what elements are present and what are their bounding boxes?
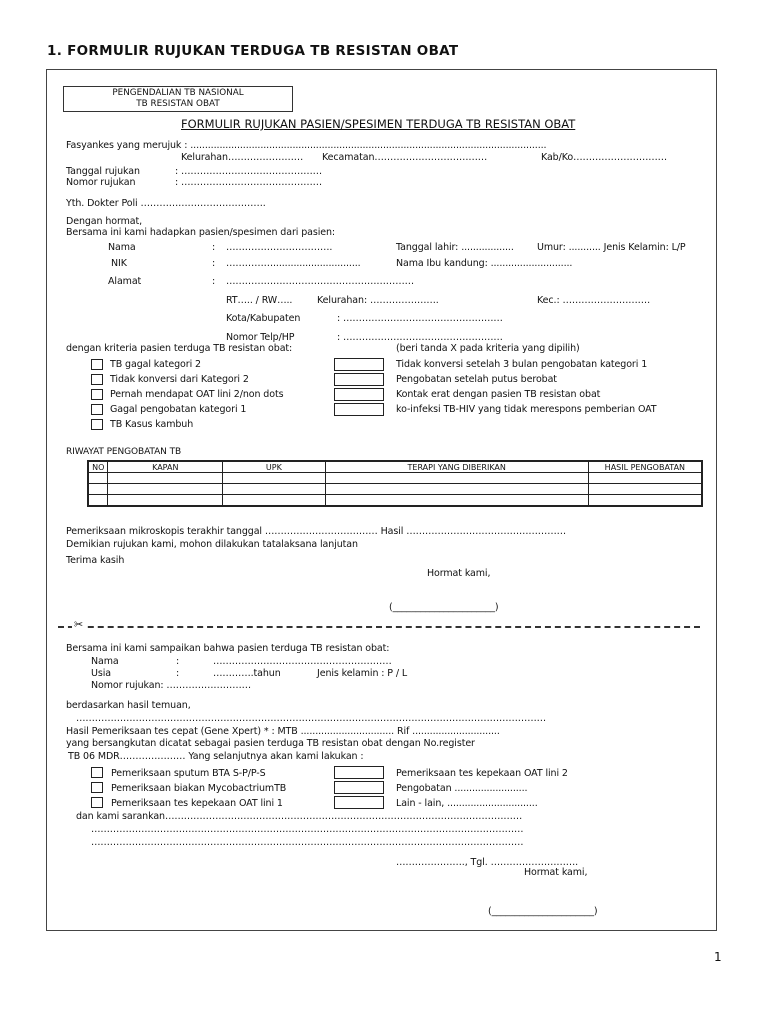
colon: : <box>176 656 180 667</box>
checkbox-tidak-konversi-kat2[interactable] <box>91 374 103 385</box>
dotted-line: …………………………………………………………………………………………………………………………………… <box>76 713 547 724</box>
criteria-label: TB gagal kategori 2 <box>110 359 201 370</box>
criteria-intro: dengan kriteria pasien terduga TB resistan obat: <box>66 343 293 354</box>
action-label: Pengobatan ......................... <box>396 783 528 794</box>
table-cell[interactable] <box>588 495 702 507</box>
colon: : <box>212 258 216 269</box>
criteria-label: Pernah mendapat OAT lini 2/non dots <box>110 389 284 400</box>
col-header: KAPAN <box>108 461 223 473</box>
table-cell[interactable] <box>325 473 588 484</box>
tanggal-lahir-field: Tanggal lahir: .................. <box>396 242 514 253</box>
page-number: 1 <box>714 950 722 964</box>
saran-field: dan kami sarankan…………………………………………………………………………………………………… <box>76 811 523 822</box>
checkbox-tb-hiv[interactable] <box>334 403 384 416</box>
table-cell[interactable] <box>223 473 326 484</box>
nama-label: Nama <box>108 242 136 253</box>
kabko-field: Kab/Ko………………………… <box>541 152 668 163</box>
dotted-line: ………………………………………………………………………………………………………………………… <box>91 837 524 848</box>
col-header: TERAPI YANG DIBERIKAN <box>325 461 588 473</box>
checkbox-tidak-konversi-3bln[interactable] <box>334 358 384 371</box>
table-cell[interactable] <box>88 495 108 507</box>
col-header: HASIL PENGOBATAN <box>588 461 702 473</box>
table-cell[interactable] <box>223 484 326 495</box>
reply-hormat-kami: Hormat kami, <box>524 867 588 878</box>
checkbox-putus-berobat[interactable] <box>334 373 384 386</box>
checkbox-kasus-kambuh[interactable] <box>91 419 103 430</box>
alamat-value: …………………………………………………… <box>226 276 415 287</box>
nik-label: NIK <box>111 258 127 269</box>
col-header: NO <box>88 461 108 473</box>
history-table <box>87 460 703 507</box>
terima-kasih-text: Terima kasih <box>66 555 125 566</box>
checkbox-lain-lain[interactable] <box>334 796 384 809</box>
nama-value: ……………………………. <box>226 242 333 253</box>
checkbox-gagal-kategori-1[interactable] <box>91 404 103 415</box>
salam-text: Dengan hormat, <box>66 216 143 227</box>
telp-value: : …………………………………………… <box>337 332 503 343</box>
alamat-label: Alamat <box>108 276 142 287</box>
table-header-row <box>88 461 702 473</box>
checkbox-sputum-bta[interactable] <box>91 767 103 778</box>
reply-usia-value: ………….tahun <box>213 668 281 679</box>
colon: : <box>212 242 216 253</box>
document-heading: 1. FORMULIR RUJUKAN TERDUGA TB RESISTAN OBAT <box>47 43 459 59</box>
ibu-kandung-field: Nama Ibu kandung: ............................ <box>396 258 573 269</box>
action-label: Pemeriksaan tes kepekaan OAT lini 2 <box>396 768 568 779</box>
reply-nama-value: ………………………………………………… <box>213 656 392 667</box>
criteria-label: Tidak konversi setelah 3 bulan pengobatan kategori 1 <box>396 359 648 370</box>
dokter-field: Yth. Dokter Poli …………………………………. <box>66 198 266 209</box>
reply-nomor-rujukan: Nomor rujukan: ……………………… <box>91 680 251 691</box>
hormat-kami-text: Hormat kami, <box>427 568 491 579</box>
kota-label: Kota/Kabupaten <box>226 313 301 324</box>
tanggal-rujukan-value: : ……………………………………… <box>175 166 323 177</box>
criteria-label: Tidak konversi dari Kategori 2 <box>110 374 249 385</box>
checkbox-pengobatan[interactable] <box>334 781 384 794</box>
criteria-label: Pengobatan setelah putus berobat <box>396 374 557 385</box>
checkbox-kepekaan-lini-2[interactable] <box>334 766 384 779</box>
criteria-note: (beri tanda X pada kriteria yang dipilih) <box>396 343 580 354</box>
cut-line <box>58 626 700 628</box>
colon: : <box>176 668 180 679</box>
table-cell[interactable] <box>325 495 588 507</box>
checkbox-kepekaan-lini-1[interactable] <box>91 797 103 808</box>
reply-jenis-kelamin: Jenis kelamin : P / L <box>317 668 408 679</box>
table-cell[interactable] <box>325 484 588 495</box>
tanggal-field: …………………., Tgl. ………………………. <box>396 857 579 868</box>
table-cell[interactable] <box>108 495 223 507</box>
table-row <box>88 495 702 507</box>
tb06-field: TB 06 MDR………………… Yang selanjutnya akan kami lakukan : <box>68 751 364 762</box>
genexpert-field: Hasil Pemeriksaan tes cepat (Gene Xpert) * : MTB ................................ Rif .............................. <box>66 726 500 737</box>
kecamatan-field: Kecamatan……………………………… <box>322 152 488 163</box>
checkbox-kontak-erat[interactable] <box>334 388 384 401</box>
table-cell[interactable] <box>223 495 326 507</box>
mikroskopis-field: Pemeriksaan mikroskopis terakhir tanggal ……………………………… Hasil …………………………………………… <box>66 526 567 537</box>
action-label: Pemeriksaan tes kepekaan OAT lini 1 <box>111 798 283 809</box>
tanggal-rujukan-label: Tanggal rujukan <box>66 166 140 177</box>
kelurahan-field: Kelurahan…………………… <box>181 152 304 163</box>
reply-signature-line: (______________________) <box>488 906 598 917</box>
scissors-icon: ✂ <box>74 618 84 631</box>
register-text: yang bersangkutan dicatat sebagai pasien terduga TB resistan obat dengan No.register <box>66 738 475 749</box>
telp-label: Nomor Telp/HP <box>226 332 295 343</box>
table-cell[interactable] <box>88 484 108 495</box>
demikian-text: Demikian rujukan kami, mohon dilakukan tatalaksana lanjutan <box>66 539 358 550</box>
action-label: Pemeriksaan biakan MycobactriumTB <box>111 783 287 794</box>
kota-value: : …………………………………………… <box>337 313 503 324</box>
criteria-label: ko-infeksi TB-HIV yang tidak merespons pemberian OAT <box>396 404 657 415</box>
action-label: Lain - lain, ............................... <box>396 798 538 809</box>
org-line-2: TB RESISTAN OBAT <box>136 99 220 109</box>
nomor-rujukan-label: Nomor rujukan <box>66 177 136 188</box>
checkbox-biakan[interactable] <box>91 782 103 793</box>
rt-rw-field: RT….. / RW….. <box>226 295 293 306</box>
col-header: UPK <box>223 461 326 473</box>
table-cell[interactable] <box>108 473 223 484</box>
checkbox-gagal-kategori-2[interactable] <box>91 359 103 370</box>
criteria-label: Kontak erat dengan pasien TB resistan obat <box>396 389 601 400</box>
faskes-field: Fasyankes yang merujuk : .......................................................................................................................... <box>66 140 547 151</box>
nomor-rujukan-value: : ……………………………………… <box>175 177 323 188</box>
dotted-line: ………………………………………………………………………………………………………………………… <box>91 824 524 835</box>
berdasarkan-text: berdasarkan hasil temuan, <box>66 700 191 711</box>
action-label: Pemeriksaan sputum BTA S-P/P-S <box>111 768 266 779</box>
checkbox-oat-lini-2[interactable] <box>91 389 103 400</box>
reply-nama-label: Nama <box>91 656 119 667</box>
colon: : <box>212 276 216 287</box>
criteria-label: TB Kasus kambuh <box>110 419 194 430</box>
criteria-label: Gagal pengobatan kategori 1 <box>110 404 247 415</box>
table-cell[interactable] <box>108 484 223 495</box>
umur-jk-field: Umur: ........... Jenis Kelamin: L/P <box>537 242 686 253</box>
kec-field: Kec.: ………………………. <box>537 295 650 306</box>
history-title: RIWAYAT PENGOBATAN TB <box>66 447 182 457</box>
reply-intro: Bersama ini kami sampaikan bahwa pasien terduga TB resistan obat: <box>66 643 390 654</box>
intro-text: Bersama ini kami hadapkan pasien/spesimen dari pasien: <box>66 227 336 238</box>
signature-line: (______________________) <box>389 602 499 613</box>
org-box <box>63 86 293 112</box>
table-cell[interactable] <box>88 473 108 484</box>
org-line-1: PENGENDALIAN TB NASIONAL <box>112 88 244 98</box>
reply-usia-label: Usia <box>91 668 111 679</box>
table-row <box>88 484 702 495</box>
table-cell[interactable] <box>588 484 702 495</box>
form-title: FORMULIR RUJUKAN PASIEN/SPESIMEN TERDUGA TB RESISTAN OBAT <box>181 117 576 131</box>
kelurahan-patient-field: Kelurahan: …………………. <box>317 295 439 306</box>
nik-value: …………….............................. <box>226 258 361 269</box>
table-row <box>88 473 702 484</box>
table-cell[interactable] <box>588 473 702 484</box>
